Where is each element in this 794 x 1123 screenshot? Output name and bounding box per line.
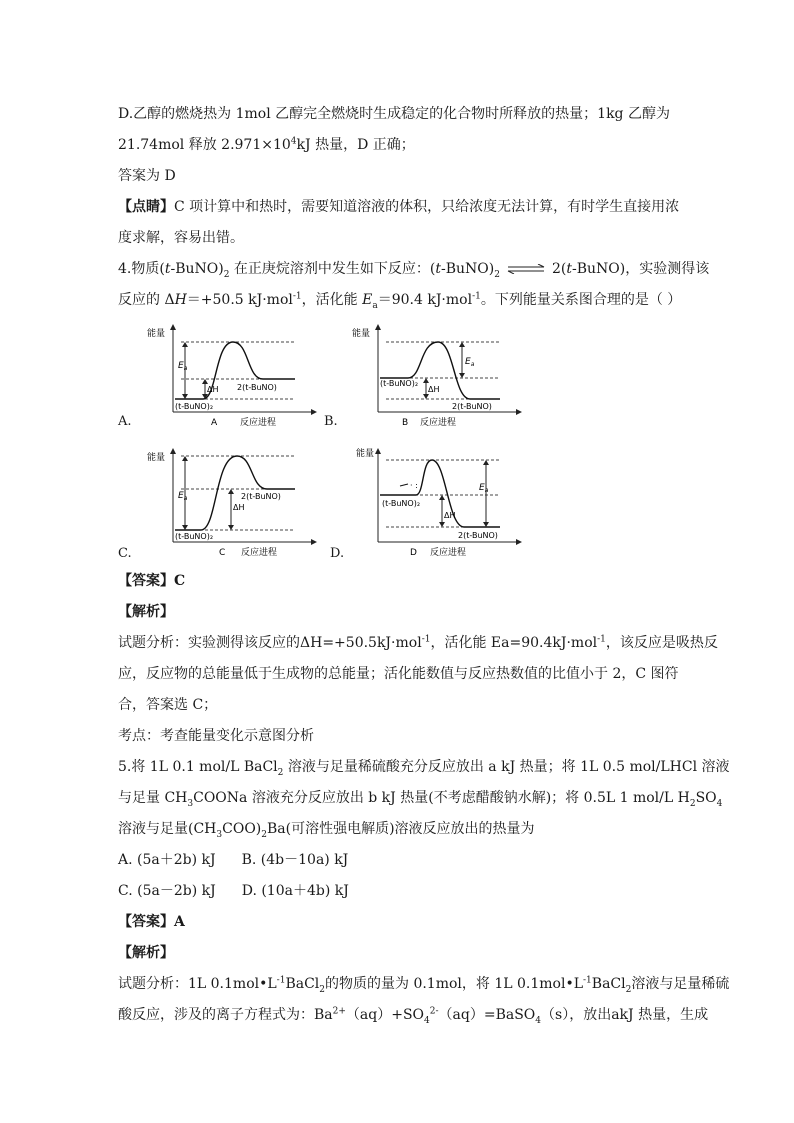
q5-line3: 溶液与足量$(CH_3COO)_2Ba$(可溶性强电解质)溶液反应放出的热量为	[118, 821, 535, 840]
dh-label: ΔH	[207, 385, 219, 394]
diagram-b	[350, 322, 540, 430]
q4-kaodian: 考点：考查能量变化示意图分析	[118, 728, 314, 744]
ea-label: $E_a$	[479, 483, 489, 494]
diagram-letter: A	[211, 418, 218, 428]
q5-line2: 与足量 $CH_3COONa$ 溶液充分反应放出 b kJ 热量(不考虑醋酸钠水解)；将 0.5L 1 mol/L $H_2SO_4$	[118, 790, 723, 809]
diagram-a	[145, 322, 335, 430]
dh-label: ΔH	[444, 511, 456, 520]
diagram-c	[145, 446, 335, 558]
q4-jiexi-line3: 合，答案选 C；	[118, 697, 218, 713]
prev-answer: 答案为 D	[118, 168, 176, 184]
ea-label: $E_a$	[178, 361, 188, 372]
diagram-letter: C	[219, 548, 226, 558]
diagram-letter: D	[410, 548, 417, 558]
q5-jiexi-line1: 试题分析：1L $0.1mol•L^{-1}BaCl_2$的物质的量为 0.1mol，将 1L $0.1mol•L^{-1}BaCl_2$溶液与足量稀硫	[118, 975, 730, 995]
reactant-label: (t-BuNO)₂	[175, 402, 214, 411]
product-label: 2(t-BuNO)	[237, 383, 277, 392]
q4-jiexi-label: 【解析】	[118, 604, 174, 620]
y-axis-label: 能量	[147, 453, 166, 463]
q5-jiexi-label: 【解析】	[118, 945, 174, 961]
product-label: 2(t-BuNO)	[241, 492, 281, 501]
diagram-d	[350, 446, 540, 558]
q5-option-c: C. (5a－2b) kJ	[118, 883, 216, 899]
reactant-label: (t-BuNO)₂	[175, 532, 214, 541]
q5-jiexi-line2: 酸反应，涉及的离子方程式为：$Ba^{2+}(aq)+SO_4^{2-}(aq)=BaSO_4(s)$，放出akJ 热量，生成	[118, 1006, 709, 1026]
dianjing-line1: 【点睛】C 项计算中和热时，需要知道溶液的体积，只给浓度无法计算，有时学生直接用浓	[118, 199, 680, 215]
dianjing-line2: 度求解，容易出错。	[118, 230, 244, 246]
diagram-letter: B	[402, 418, 409, 428]
option-c-label: C.	[118, 546, 132, 561]
prev-d-line2: 21.74mol 释放 $2.971\times 10^4kJ$ 热量，D 正确；	[118, 136, 415, 153]
x-axis-label: 反应进程	[430, 548, 467, 558]
ea-label: $E_a$	[465, 357, 475, 368]
y-axis-label: 能量	[356, 449, 375, 459]
svg-text:· :: · :	[410, 481, 418, 490]
y-axis-label: 能量	[147, 329, 166, 339]
q4-line1: 4.物质$(t-BuNO)_2$ 在正庚烷溶剂中发生如下反应：$(t-BuNO)_2$ 2(t-BuNO)，实验测得该	[118, 261, 710, 280]
prev-d-line1: D.乙醇的燃烧热为 1mol 乙醇完全燃烧时生成稳定的化合物时所释放的热量；1kg 乙醇为	[118, 106, 670, 122]
q5-options-cd	[118, 882, 349, 900]
q5-option-b: B. (4b－10a) kJ	[241, 852, 349, 868]
q5-option-a: A. (5a＋2b) kJ	[118, 852, 216, 868]
q4-answer: 【答案】C	[118, 573, 186, 589]
x-axis-label: 反应进程	[240, 418, 277, 428]
q5-line1: 5.将 1L 0.1 mol/L BaCl$_2$ 溶液与足量稀硫酸充分反应放出 a kJ 热量；将 1L 0.5 mol/LHCl 溶液	[118, 759, 730, 778]
q4-jiexi-line2: 应，反应物的总能量低于生成物的总能量；活化能数值与反应热数值的比值小于 2，C 图符	[118, 666, 679, 682]
q5-answer: 【答案】A	[118, 914, 185, 930]
y-axis-label: 能量	[352, 329, 371, 339]
product-label: 2(t-BuNO)	[452, 402, 492, 411]
q4-line2: 反应的 ΔH＝+50.5 kJ·mol$^{-1}$，活化能 $E_a=90.4$ kJ·mol$^{-1}$。下列能量关系图合理的是（ ）	[118, 291, 682, 311]
option-a-label: A.	[118, 414, 132, 429]
dh-label: ΔH	[428, 385, 440, 394]
dh-label: ΔH	[233, 503, 245, 512]
q4-jiexi-line1: 试题分析：实验测得该反应的ΔH=+50.5kJ·mol$^{-1}$，活化能 Ea=90.4kJ·mol$^{-1}$，该反应是吸热反	[118, 634, 718, 651]
reactant-label: (t-BuNO)₂	[380, 379, 419, 388]
x-axis-label: 反应进程	[241, 548, 278, 558]
equilibrium-arrow-icon	[506, 264, 546, 274]
ea-label: $E_a$	[178, 491, 188, 502]
q5-option-d: D. (10a＋4b) kJ	[241, 883, 349, 899]
option-d-label: D.	[330, 546, 345, 561]
option-b-label: B.	[324, 414, 338, 429]
product-label: 2(t-BuNO)	[458, 531, 498, 540]
q5-options-ab	[118, 851, 348, 869]
x-axis-label: 反应进程	[420, 418, 457, 428]
reactant-label: (t-BuNO)₂	[382, 499, 421, 508]
